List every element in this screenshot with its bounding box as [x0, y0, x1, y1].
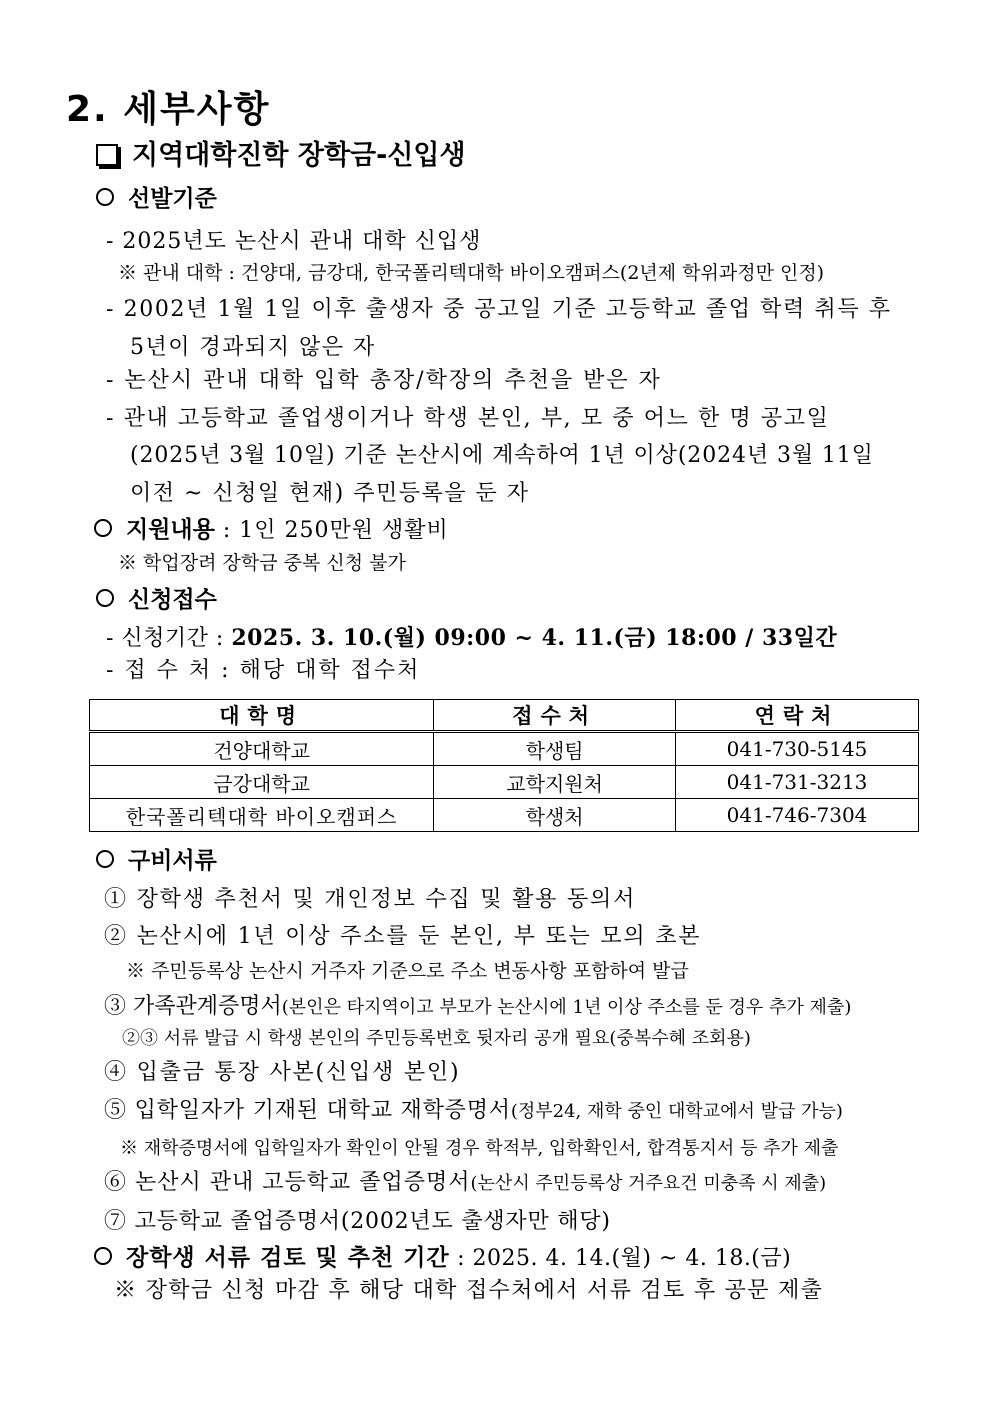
table-cell-phone: 041-730-5145 [676, 732, 919, 766]
table-header-cell: 연락처 [676, 700, 919, 732]
document-note: ※ 재학증명서에 입학일자가 확인이 안될 경우 학적부, 입학확인서, 합격통지서 등 추가 제출 [120, 1138, 839, 1159]
subtitle [96, 142, 466, 169]
table-cell-office: 교학지원처 [434, 766, 676, 799]
table-header-cell: 대학명 [90, 700, 434, 732]
document-item: ① 장학생 추천서 및 개인정보 수집 및 활용 동의서 [104, 887, 637, 912]
table-cell-phone: 041-731-3213 [676, 766, 919, 799]
review-value: : 2025. 4. 14.(월) ~ 4. 18.(금) [449, 1246, 792, 1271]
document-item-detail: (본인은 타지역이고 부모가 논산시에 1년 이상 주소를 둔 경우 추가 제출) [281, 997, 852, 1018]
selection-heading [96, 188, 217, 211]
document-item-title: ③ 가족관계증명서 [104, 994, 282, 1019]
table-cell-university: 한국폴리텍대학 바이오캠퍼스 [90, 799, 434, 832]
circle-bullet-icon [96, 589, 114, 607]
table-row [90, 799, 919, 832]
table-cell-phone: 041-746-7304 [676, 799, 919, 832]
selection-item: - 논산시 관내 대학 입학 총장/학장의 추천을 받은 자 [106, 368, 662, 393]
review-note: ※ 장학금 신청 마감 후 해당 대학 접수처에서 서류 검토 후 공문 제출 [114, 1278, 824, 1303]
circle-bullet-icon [96, 850, 114, 868]
support-heading-text: 지원내용 [126, 517, 215, 543]
table-header-cell: 접수처 [434, 700, 676, 732]
subtitle-text: 지역대학진학 장학금-신입생 [132, 140, 466, 171]
selection-item-cont: 이전 ~ 신청일 현재) 주민등록을 둔 자 [130, 481, 530, 506]
selection-note: ※ 관내 대학 : 건양대, 금강대, 한국폴리텍대학 바이오캠퍼스(2년제 학위과정만 인정) [118, 262, 825, 284]
review-heading [94, 1247, 791, 1270]
document-item: ② 논산시에 1년 이상 주소를 둔 본인, 부 또는 모의 초본 [104, 924, 702, 949]
application-heading-text: 신청접수 [128, 587, 217, 613]
table-cell-office: 학생처 [434, 799, 676, 832]
document-item-title: ⑥ 논산시 관내 고등학교 졸업증명서 [104, 1170, 471, 1195]
application-period-value: 2025. 3. 10.(월) 09:00 ~ 4. 11.(금) 18:00 / 33일간 [231, 625, 838, 651]
document-item-detail: (정부24, 재학 중인 대학교에서 발급 가능) [510, 1101, 843, 1122]
table-row [90, 732, 919, 766]
documents-heading-text: 구비서류 [128, 848, 217, 874]
selection-heading-text: 선발기준 [128, 186, 217, 212]
review-heading-text: 장학생 서류 검토 및 추천 기간 [126, 1245, 450, 1271]
section-title: 2. 세부사항 [66, 89, 271, 130]
table-cell-university: 금강대학교 [90, 766, 434, 799]
checkbox-square-icon [96, 144, 118, 166]
document-item-title: ⑤ 입학일자가 기재된 대학교 재학증명서 [104, 1098, 511, 1123]
application-place: - 접 수 처 : 해당 대학 접수처 [106, 658, 421, 683]
selection-item: - 2002년 1월 1일 이후 출생자 중 공고일 기준 고등학교 졸업 학력 취득 후 [106, 297, 892, 322]
reception-table [89, 699, 919, 832]
table-cell-university: 건양대학교 [90, 732, 434, 766]
documents-heading [96, 850, 217, 873]
selection-item-cont: (2025년 3월 10일) 기준 논산시에 계속하여 1년 이상(2024년 3월 11일 [130, 443, 874, 468]
table-row [90, 766, 919, 799]
selection-item-cont: 5년이 경과되지 않은 자 [130, 335, 376, 360]
document-note: ②③ 서류 발급 시 학생 본인의 주민등록번호 뒷자리 공개 필요(중복수혜 조회용) [122, 1028, 751, 1049]
table-cell-office: 학생팀 [434, 732, 676, 766]
application-period [106, 627, 837, 650]
document-item: ⑦ 고등학교 졸업증명서(2002년도 출생자만 해당) [104, 1209, 611, 1234]
document-item [104, 1172, 826, 1194]
document-note: ※ 주민등록상 논산시 거주자 기준으로 주소 변동사항 포함하여 발급 [126, 960, 689, 982]
document-item: ④ 입출금 통장 사본(신입생 본인) [104, 1060, 461, 1085]
circle-bullet-icon [96, 188, 114, 206]
document-item [104, 1100, 843, 1122]
document-item [104, 996, 851, 1018]
application-heading [96, 589, 217, 612]
application-period-label: - 신청기간 : [106, 626, 232, 651]
circle-bullet-icon [94, 1247, 112, 1265]
support-value: : 1인 250만원 생활비 [214, 518, 449, 543]
selection-item: - 관내 고등학교 졸업생이거나 학생 본인, 부, 모 중 어느 한 명 공고일 [106, 406, 830, 431]
support-heading [94, 519, 449, 542]
selection-item: - 2025년도 논산시 관내 대학 신입생 [106, 229, 482, 254]
table-header-row [90, 700, 919, 732]
support-note: ※ 학업장려 장학금 중복 신청 불가 [118, 552, 406, 574]
document-item-detail: (논산시 주민등록상 거주요건 미충족 시 제출) [470, 1173, 827, 1194]
circle-bullet-icon [94, 519, 112, 537]
